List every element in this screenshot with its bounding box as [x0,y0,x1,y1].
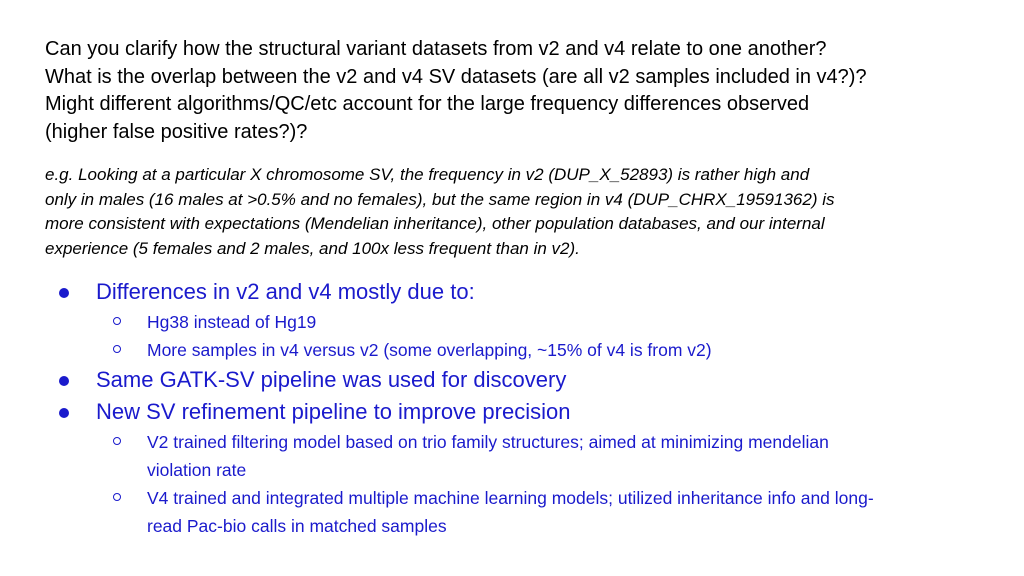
question-line: Might different algorithms/QC/etc account for the large frequency differences observed [45,93,810,115]
bullet-ring-icon [113,345,121,353]
bullet-dot-icon [59,288,69,298]
bullet-ring-icon [113,437,121,445]
bullet-ring-icon [113,493,121,501]
bullet-dot-icon [59,408,69,418]
question-line: What is the overlap between the v2 and v4 SV datasets (are all v2 samples included in v4?)? [45,65,867,88]
bullet-differences: Differences in v2 and v4 mostly due to: [96,279,475,304]
sub-bullet-v4-model-line1: V4 trained and integrated multiple machine learning models; utilized inheritance info and long- [147,488,874,508]
sub-bullet-v2-model-line1: V2 trained filtering model based on trio family structures; aimed at minimizing mendelian [147,432,829,452]
example-line: more consistent with expectations (Mendelian inheritance), other population databases, and our internal [45,214,825,233]
bullet-ring-icon [113,317,121,325]
sub-bullet-hg38: Hg38 instead of Hg19 [147,312,317,332]
bullet-dot-icon [59,376,69,386]
sub-bullet-more-samples: More samples in v4 versus v2 (some overlapping, ~15% of v4 is from v2) [147,340,712,360]
question-line: Can you clarify how the structural variant datasets from v2 and v4 relate to one another? [45,38,827,60]
example-line: e.g. Looking at a particular X chromosome SV, the frequency in v2 (DUP_X_52893) is rather high and [45,165,810,184]
sub-bullet-v4-model-line2: read Pac-bio calls in matched samples [147,516,447,536]
sub-bullet-v2-model-line2: violation rate [147,460,247,480]
bullet-same-pipeline: Same GATK-SV pipeline was used for discovery [96,367,567,392]
bullet-new-refinement: New SV refinement pipeline to improve precision [96,399,571,424]
example-line: only in males (16 males at >0.5% and no females), but the same region in v4 (DUP_CHRX_19591362) is [45,189,835,209]
example-line: experience (5 females and 2 males, and 100x less frequent than in v2). [45,238,580,258]
question-line: (higher false positive rates?)? [45,120,308,143]
